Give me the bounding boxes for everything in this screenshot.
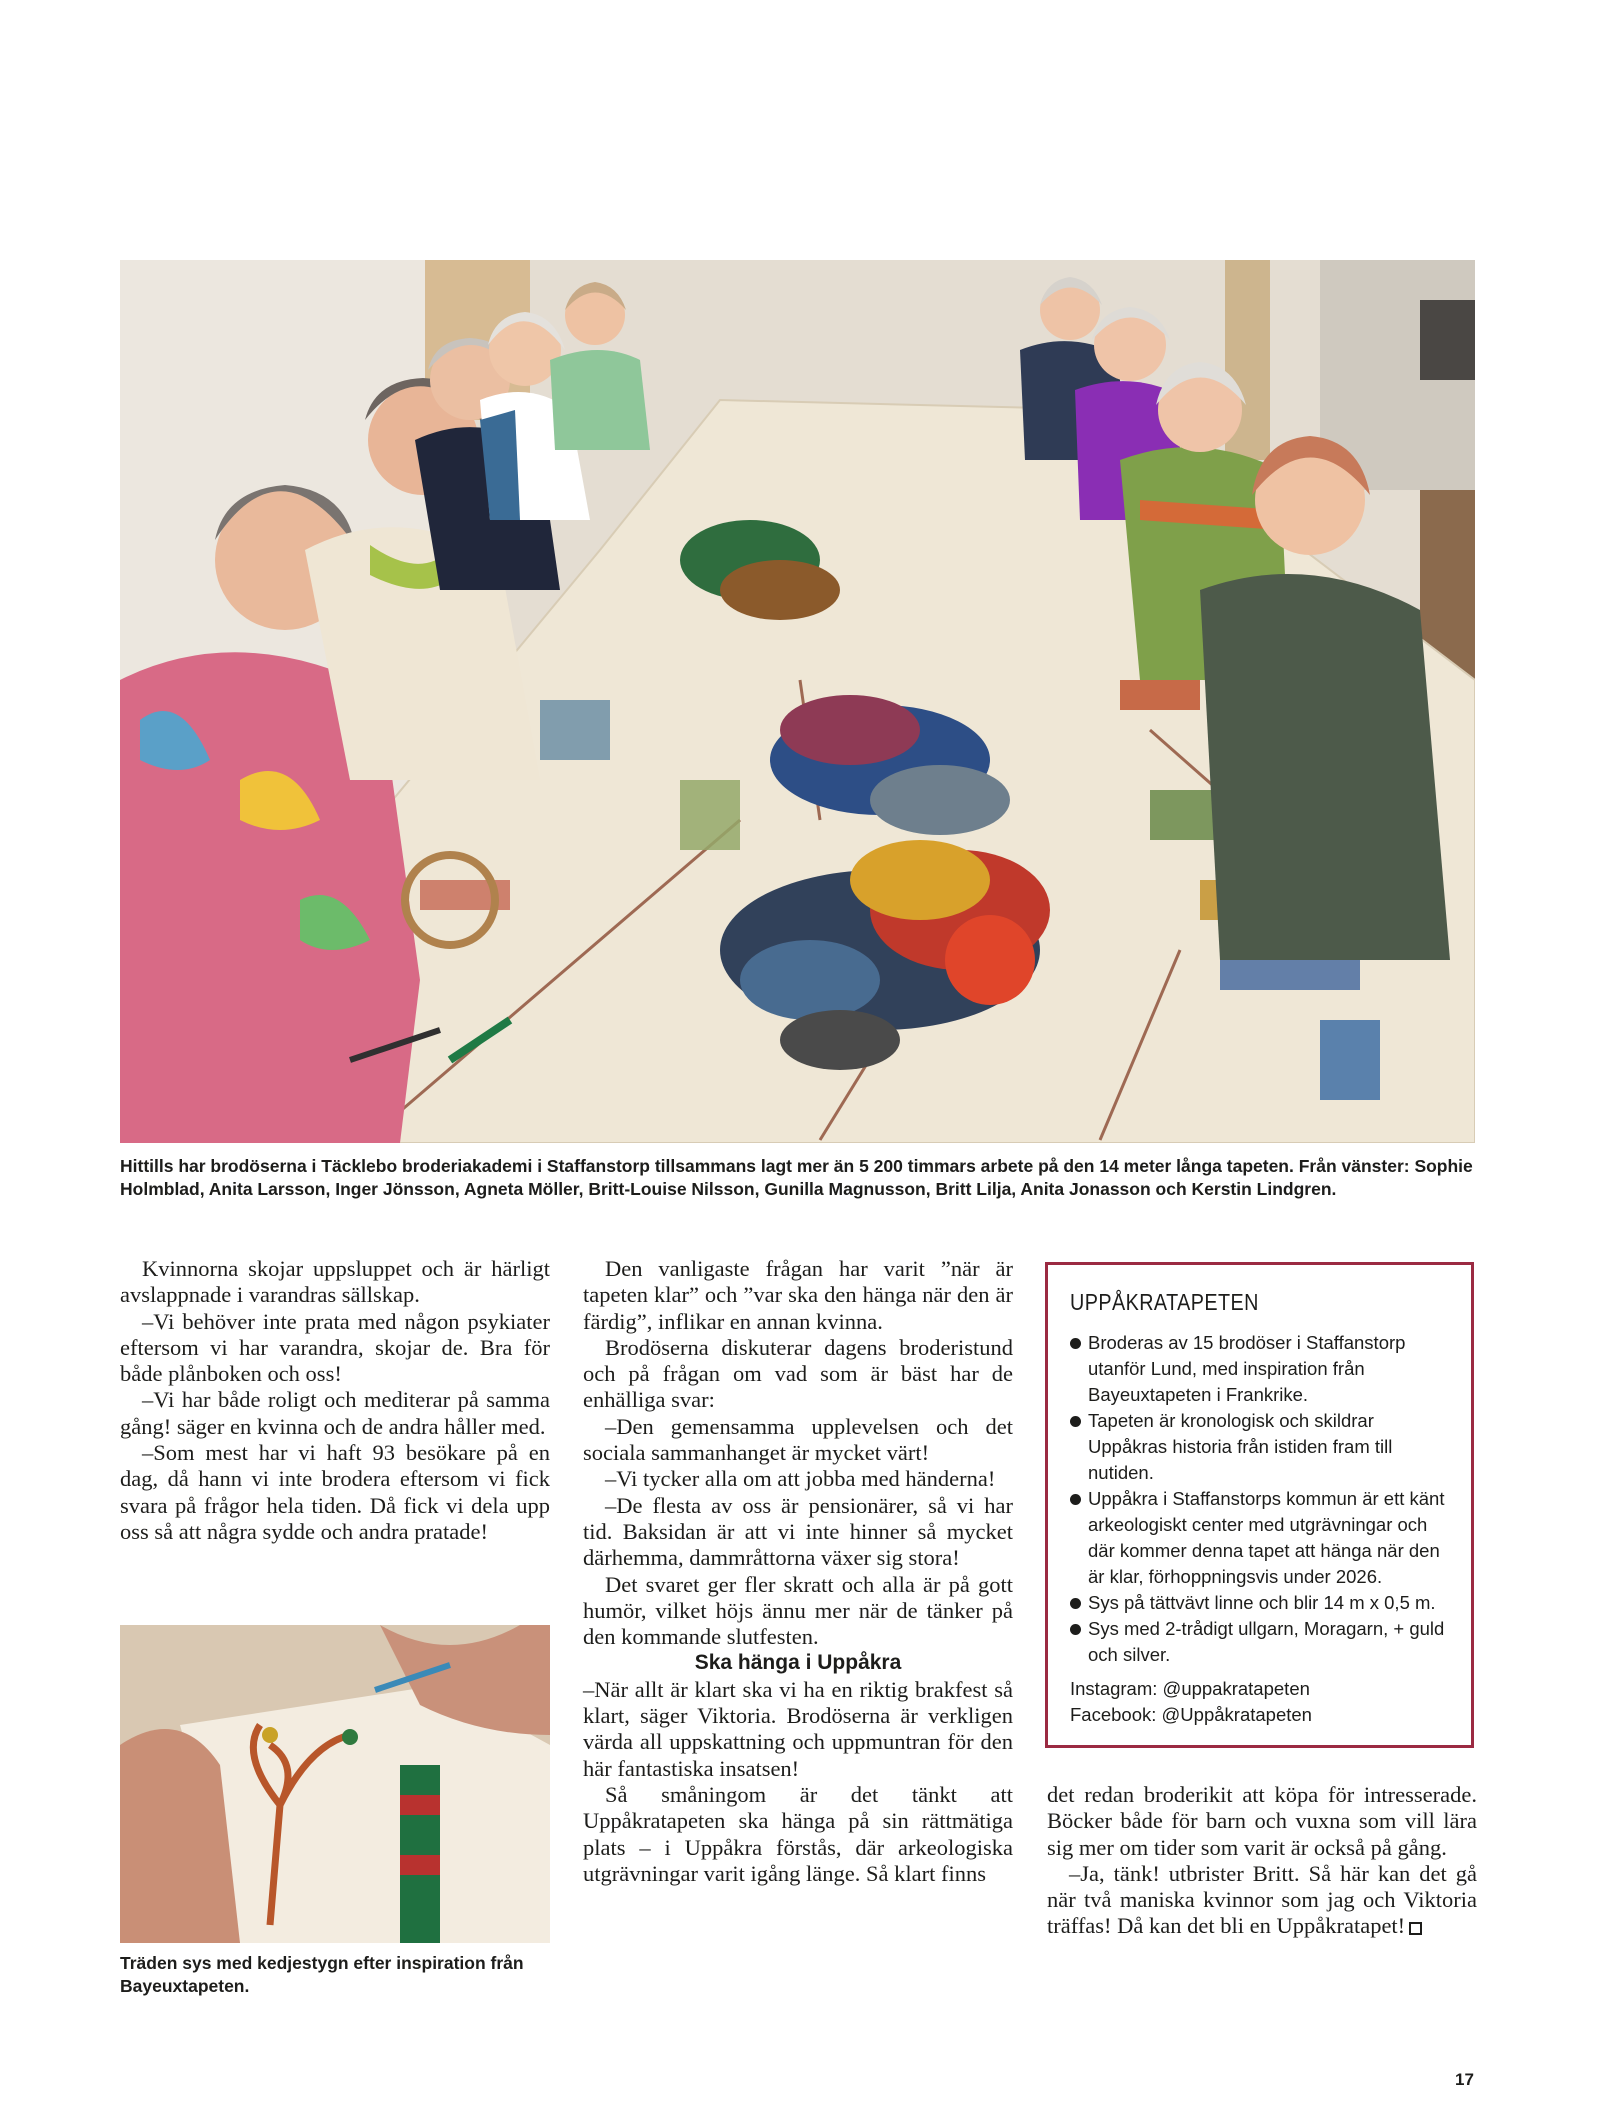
embroidery-closeup-illustration	[120, 1625, 550, 1943]
embroidery-group-illustration	[120, 260, 1475, 1143]
paragraph: Det svaret ger fler skratt och alla är på gott humör, vilket höjs ännu mer när de tänker på den kommande slutfesten.	[583, 1571, 1013, 1650]
fact-list	[1070, 1330, 1449, 1668]
fact-box-title: UPPÅKRATAPETEN	[1070, 1289, 1259, 1315]
fact-item: Broderas av 15 brodöser i Staffanstorp utanför Lund, med inspiration från Bayeuxtapeten i Frankrike.	[1070, 1330, 1449, 1408]
paragraph	[1047, 1861, 1477, 1940]
paragraph: det redan broderikit att köpa för intresserade. Böcker både för barn och vuxna som vill lära sig mer om tider som varit är också på gång.	[1047, 1782, 1477, 1860]
photo-caption: Hittills har brodöserna i Täcklebo broderiakademi i Staffanstorp tillsammans lagt mer än 5 200 timmars arbete på den 14 meter långa tapeten. Från vänster: Sophie Holmblad, Anita Larsson, Inger Jönsson, Agneta Möller, Britt-Louise Nilsson, Gunilla Magnusson, Britt Lilja, Anita Jonasson och Kerstin Lindgren.	[120, 1156, 1473, 1199]
fact-item: Sys på tättvävt linne och blir 14 m x 0,5 m.	[1070, 1590, 1449, 1616]
fact-box	[1045, 1262, 1474, 1748]
page-number: 17	[1455, 2070, 1474, 2089]
subheading: Ska hänga i Uppåkra	[694, 1651, 902, 1675]
facebook-handle[interactable]: Facebook: @Uppåkratapeten	[1070, 1704, 1312, 1725]
main-photo	[120, 260, 1475, 1143]
paragraph: Den vanligaste frågan har varit ”när är tapeten klar” och ”var ska den hänga när den är färdig”, inflikar en annan kvinna.	[583, 1256, 1013, 1334]
paragraph: Kvinnorna skojar uppsluppet och är härligt avslappnade i varandras sällskap.	[120, 1256, 550, 1308]
paragraph: –Vi tycker alla om att jobba med händerna!	[605, 1466, 996, 1492]
paragraph: –Vi har både roligt och mediterar på samma gång! säger en kvinna och de andra håller med.	[120, 1387, 550, 1439]
paragraph: –Som mest har vi haft 93 besökare på en dag, då hann vi inte brodera eftersom vi fick svara på frågor hela tiden. Då fick vi dela upp oss så att några sydde och andra pratade!	[120, 1440, 550, 1544]
fact-item: Tapeten är kronologisk och skildrar Uppåkras historia från istiden fram till nutiden.	[1070, 1408, 1449, 1486]
small-photo-caption: Träden sys med kedjestygn efter inspiration från Bayeuxtapeten.	[120, 1953, 524, 1996]
paragraph: Så småningom är det tänkt att Uppåkratapeten ska hänga på sin rättmätiga plats – i Uppåkra förstås, där arkeologiska utgrävningar varit igång länge. Så klart finns	[583, 1781, 1013, 1886]
fact-item: Sys med 2-trådigt ullgarn, Moragarn, + guld och silver.	[1070, 1616, 1449, 1668]
embroidery-closeup-photo	[120, 1625, 550, 1943]
fact-item: Uppåkra i Staffanstorps kommun är ett känt arkeologiskt center med utgrävningar och där kommer denna tapet att hänga när den är klar, förhoppningsvis under 2026.	[1070, 1486, 1449, 1590]
paragraph: –Vi behöver inte prata med någon psykiater eftersom vi har varandra, skojar de. Bra för både plånboken och oss!	[120, 1308, 550, 1387]
article-column-1	[120, 1256, 550, 1545]
end-mark-icon	[1409, 1922, 1422, 1935]
paragraph: –När allt är klart ska vi ha en riktig brakfest så klart, säger Viktoria. Brodöserna är verkligen värda all uppskattning och uppmuntran för den här fantastiska insatsen!	[583, 1676, 1013, 1781]
article-column-2	[583, 1256, 1013, 1887]
instagram-handle[interactable]: Instagram: @uppakratapeten	[1070, 1678, 1310, 1699]
paragraph: Brodöserna diskuterar dagens broderistund och på frågan om vad som är bäst har de enhälliga svar:	[583, 1334, 1013, 1413]
paragraph: –De flesta av oss är pensionärer, så vi har tid. Baksidan är att vi inte hinner så mycket därhemma, dammråttorna växer sig stora!	[583, 1492, 1013, 1571]
social-links	[1070, 1676, 1449, 1728]
paragraph: –Den gemensamma upplevelsen och det sociala sammanhanget är mycket värt!	[583, 1413, 1013, 1466]
paragraph-text: –Ja, tänk! utbrister Britt. Så här kan det gå när två maniska kvinnor som jag och Viktoria träffas! Då kan det bli en Uppåkratapet!	[1047, 1860, 1477, 1939]
article-column-3	[1047, 1782, 1477, 1940]
